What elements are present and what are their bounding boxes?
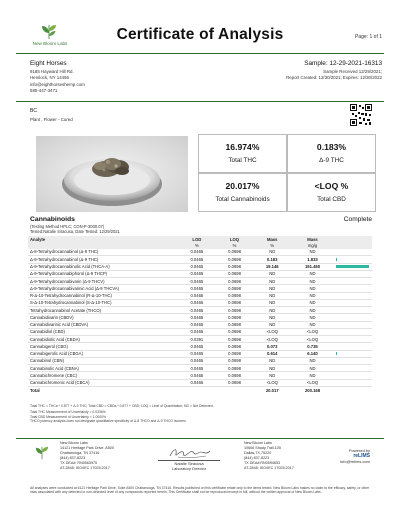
page-title: Certificate of Analysis — [116, 26, 284, 43]
row-loq: 0.0698 — [216, 307, 254, 314]
lab-address-block — [60, 441, 114, 472]
total-cannabinoids-value: 20.017% — [225, 181, 260, 191]
table-row — [28, 379, 372, 386]
footer-leaf-logo-icon — [34, 446, 50, 460]
row-analyte: Cannabigerol (CBG) — [28, 343, 178, 350]
row-loq: 0.0698 — [216, 350, 254, 357]
row-bar-cell — [334, 292, 372, 299]
report-dates: Report Created: 12/30/2021; Expires: 12/30/2022 — [286, 75, 382, 81]
row-lod: 0.0465 — [178, 270, 216, 277]
row-mass-mg: 0.735 — [291, 343, 334, 350]
row-lod: 0.0465 — [178, 357, 216, 364]
table-row — [28, 292, 372, 299]
lab2-address1: 10606 Shady Trail,105 — [244, 446, 281, 451]
row-lod: 0.0465 — [178, 285, 216, 292]
row-bar-cell — [334, 379, 372, 386]
row-analyte: Δ-9-Tetrahydrocannabinol (Δ-9 THC) — [28, 256, 178, 263]
row-analyte: Cannabichromene (CBC) — [28, 372, 178, 379]
lab-address2: Chattanooga, TN 37416 — [60, 451, 100, 456]
row-mass-pct: ND — [253, 285, 291, 292]
lab2-license: TX DEA#:RN0594653 — [244, 461, 281, 466]
note-formula: Total THC = THCa * 0.877 + Δ-9 THC; Total CBD = CBDa * 0.877 + CBD; LOQ = Limit of Quantitation; ND = Not Detected. — [30, 404, 214, 408]
row-mass-mg: ND — [291, 285, 334, 292]
row-loq: 0.0698 — [216, 278, 254, 285]
lab2-phone: (844) 837-8223 — [244, 456, 270, 461]
row-bar-cell — [334, 328, 372, 335]
row-lod: 0.0465 — [178, 343, 216, 350]
total-cannabinoids-label: Total Cannabinoids — [215, 196, 270, 203]
row-mass-pct: ND — [253, 292, 291, 299]
row-mass-mg: <LOQ — [291, 379, 334, 386]
unit-mass-mg: mg/g — [291, 242, 334, 248]
row-bar-cell — [334, 307, 372, 314]
row-lod: 0.0465 — [178, 263, 216, 270]
unit-loq: % — [216, 242, 254, 248]
client-address-line2: Hemlock, NY 14466 — [30, 75, 69, 81]
row-bar-cell — [334, 350, 372, 357]
report-header — [0, 0, 400, 52]
row-loq: 0.0698 — [216, 372, 254, 379]
row-mass-pct: ND — [253, 365, 291, 372]
row-analyte: Cannabichromenic Acid (CBCA) — [28, 379, 178, 386]
row-mass-mg: 191.460 — [291, 263, 334, 270]
client-phone: 585-447-3471 — [30, 87, 58, 93]
table-notes — [30, 404, 370, 424]
col-loq: LOQ — [216, 236, 254, 242]
row-bar-cell — [334, 336, 372, 343]
cannabinoid-table — [28, 236, 372, 394]
row-bar-cell — [334, 365, 372, 372]
total-thc-card — [198, 134, 287, 173]
footer-divider — [16, 438, 384, 439]
row-bar-cell — [334, 285, 372, 292]
row-mass-mg: ND — [291, 292, 334, 299]
table-row — [28, 343, 372, 350]
row-mass-pct: 0.614 — [253, 350, 291, 357]
row-bar-cell — [334, 256, 372, 263]
total-label: Total — [30, 387, 40, 393]
total-cbd-label: Total CBD — [317, 196, 346, 203]
director-signature — [168, 446, 212, 460]
relims-logo: reLIMS — [353, 452, 370, 459]
logo-text: New Bloom Labs — [32, 41, 68, 46]
row-loq: 0.0698 — [216, 365, 254, 372]
row-loq: 0.0698 — [216, 379, 254, 386]
table-row — [28, 278, 372, 285]
row-mass-pct: <LOQ — [253, 328, 291, 335]
row-mass-mg: <LOQ — [291, 328, 334, 335]
table-row — [28, 328, 372, 335]
row-mass-mg: 6.140 — [291, 350, 334, 357]
lab-name: New Bloom Labs — [60, 441, 88, 445]
row-analyte: Δ-9-Tetrahydrocannabivarinic Acid (Δ-9 THCVA) — [28, 285, 178, 292]
note-thc-uncertainty: Total THC Measurement of Uncertainty = 0.0336% — [30, 410, 106, 415]
table-row — [28, 263, 372, 270]
total-cannabinoids-card — [198, 173, 287, 212]
table-row — [28, 321, 372, 328]
row-analyte: Cannabidiol (CBD) — [28, 328, 178, 335]
row-loq: 0.0698 — [216, 328, 254, 335]
total-cbd-value: <LOQ % — [314, 181, 349, 191]
total-mass-pct: 20.017 — [265, 387, 279, 393]
row-mass-mg: ND — [291, 270, 334, 277]
row-lod: 0.0465 — [178, 299, 216, 306]
testing-method: (Testing Method HPLC; CON-P-3000.07) — [30, 224, 105, 229]
lab-phone: (844) 837-8223 — [60, 456, 86, 461]
row-lod: 0.0465 — [178, 321, 216, 328]
powered-label: Powered by — [348, 448, 370, 453]
client-name: Eight Horses — [30, 60, 67, 67]
row-analyte: Cannabinol (CBN) — [28, 357, 178, 364]
table-row — [28, 299, 372, 306]
row-bar-cell — [334, 321, 372, 328]
row-lod: 0.0465 — [178, 328, 216, 335]
col-lod: LOD — [178, 236, 216, 242]
row-mass-mg: ND — [291, 372, 334, 379]
row-loq: 0.0698 — [216, 343, 254, 350]
row-loq: 0.0698 — [216, 321, 254, 328]
product-name: BC — [30, 108, 37, 114]
summary-grid — [198, 134, 376, 214]
row-lod: 0.0465 — [178, 249, 216, 256]
row-bar-cell — [334, 263, 372, 270]
row-bar-cell — [334, 357, 372, 364]
leaf-logo-icon — [40, 24, 58, 40]
row-mass-pct: ND — [253, 314, 291, 321]
client-address-line1: 9185 Hayward Hill Rd. — [30, 69, 74, 74]
row-mass-pct: ND — [253, 372, 291, 379]
row-bar-cell — [334, 249, 372, 256]
table-row — [28, 336, 372, 343]
row-loq: 0.0698 — [216, 357, 254, 364]
col-mass-pct: Mass — [253, 236, 291, 242]
table-total-row — [28, 386, 372, 393]
row-lod: 0.0465 — [178, 365, 216, 372]
row-bar — [336, 352, 337, 355]
row-lod: 0.0465 — [178, 379, 216, 386]
row-mass-pct: 0.073 — [253, 343, 291, 350]
tested-by: Tested:Natalie Siracusa, Date Tested: 12/29/2021 — [30, 229, 120, 234]
row-analyte: Cannabinolic Acid (CBNA) — [28, 365, 178, 372]
section-title: Cannabinoids — [30, 216, 75, 223]
table-row — [28, 270, 372, 277]
table-row — [28, 307, 372, 314]
row-mass-pct: <LOQ — [253, 336, 291, 343]
total-cbd-card — [287, 173, 376, 212]
col-mass-mg: Mass — [291, 236, 334, 242]
total-mass-mg: 200.168 — [304, 387, 321, 393]
powered-email[interactable]: info@relims.com — [340, 459, 370, 465]
row-mass-pct: 19.146 — [253, 263, 291, 270]
lab-license: TX DEA#: RN0563975 — [60, 461, 98, 466]
row-lod: 0.0465 — [178, 314, 216, 321]
total-thc-label: Total THC — [228, 157, 257, 164]
row-loq: 0.0698 — [216, 299, 254, 306]
row-bar — [336, 265, 369, 268]
row-mass-mg: ND — [291, 278, 334, 285]
row-loq: 0.0698 — [216, 249, 254, 256]
row-mass-mg: ND — [291, 314, 334, 321]
disclaimer-text: All analyses were conducted at 6121 Heritage Park Drive, Suite A500 Chattanooga, TN 37416. Results published on this certificate relate only to the items tested. New Bloom Labs makes no claim to the efficacy, safety, or other risks associated with any detected or non-detected level of any compounds reported herein. This Certificate shall not be reproduced except in full, without the written approval of New Bloom Labs. — [30, 486, 370, 495]
director-block — [150, 461, 228, 471]
row-analyte: Δ-9-Tetrahydrocannabinolic Acid (THCA-A) — [28, 263, 178, 270]
table-row — [28, 249, 372, 256]
row-loq: 0.0698 — [216, 263, 254, 270]
row-lod: 0.0465 — [178, 292, 216, 299]
lab2-address-block — [244, 441, 294, 472]
row-analyte: Δ-9-Tetrahydrocannabivarin (Δ-9 THCV) — [28, 278, 178, 285]
row-bar-cell — [334, 278, 372, 285]
row-mass-mg: ND — [291, 299, 334, 306]
table-row — [28, 314, 372, 321]
row-mass-pct: 0.183 — [253, 256, 291, 263]
sample-info — [182, 60, 382, 82]
lab-address1: 14121 Heritage Park Drive, A500 — [60, 446, 114, 451]
delta9-thc-card — [287, 134, 376, 173]
lab2-name: New Bloom Labs — [244, 441, 272, 445]
table-row — [28, 365, 372, 372]
client-divider — [16, 101, 384, 102]
table-row — [28, 256, 372, 263]
delta9-thc-value: 0.183% — [316, 142, 347, 152]
row-mass-pct: ND — [253, 321, 291, 328]
unit-lod: % — [178, 242, 216, 248]
client-info — [30, 60, 200, 94]
section-status: Complete — [343, 216, 372, 223]
total-thc-value: 16.974% — [225, 142, 260, 152]
note-thco: THCO potency analysis does not designate quantitative specificity of Δ-8 THCO and Δ-9 THCO isomers — [30, 419, 186, 424]
row-mass-mg: 1.833 — [291, 256, 334, 263]
row-mass-pct: ND — [253, 299, 291, 306]
row-lod: 0.0465 — [178, 372, 216, 379]
row-loq: 0.0698 — [216, 314, 254, 321]
sample-id: Sample: 12-29-2021-16313 — [304, 60, 382, 67]
row-bar-cell — [334, 299, 372, 306]
page-number: Page: 1 of 1 — [355, 34, 382, 40]
table-row — [28, 285, 372, 292]
row-analyte: Cannabidivarin (CBDV) — [28, 314, 178, 321]
row-lod: 0.0465 — [178, 307, 216, 314]
row-mass-pct: <LOQ — [253, 379, 291, 386]
director-title: Laboratory Director — [171, 466, 207, 472]
sample-received: Sample Received 12/29/2021; — [323, 69, 382, 74]
row-bar-cell — [334, 372, 372, 379]
row-mass-mg: ND — [291, 365, 334, 372]
row-bar-cell — [334, 314, 372, 321]
row-analyte: Tetrahydrocannabinol Acetate (THCO) — [28, 307, 178, 314]
lab2-address2: Dallas,TX,75220 — [244, 451, 272, 456]
sample-photo — [36, 136, 188, 212]
row-bar-cell — [334, 343, 372, 350]
row-analyte: Cannabigerolic Acid (CBGA) — [28, 350, 178, 357]
lab2-cert: AT-2848: ISO/IEC 17025:2017 — [244, 466, 294, 471]
row-mass-mg: ND — [291, 307, 334, 314]
row-lod: 0.0465 — [178, 256, 216, 263]
row-analyte: Cannabidiolic Acid (CBDA) — [28, 336, 178, 343]
product-matrix: Plant , Flower - Cured — [30, 117, 73, 122]
row-loq: 0.0698 — [216, 285, 254, 292]
row-mass-pct: ND — [253, 270, 291, 277]
row-mass-pct: ND — [253, 249, 291, 256]
row-mass-mg: ND — [291, 357, 334, 364]
row-mass-pct: ND — [253, 357, 291, 364]
note-cbd-uncertainty: Total CBD Measurement of Uncertainty = 1.0000% — [30, 414, 107, 419]
row-lod: 0.0391 — [178, 336, 216, 343]
row-analyte: Cannabidivarinic Acid (CBDVA) — [28, 321, 178, 328]
table-row — [28, 357, 372, 364]
row-mass-mg: <LOQ — [291, 336, 334, 343]
row-lod: 0.0465 — [178, 278, 216, 285]
total-empty-lod — [178, 386, 216, 393]
row-analyte: R-Δ-10-Tetrahydrocannabinol (R-Δ-10-THC) — [28, 292, 178, 299]
row-bar-cell — [334, 270, 372, 277]
client-email: info@eighthorseshemp.com — [30, 81, 85, 87]
row-analyte: Δ-8-Tetrahydrocannabinol (Δ-8 THC) — [28, 249, 178, 256]
row-lod: 0.0465 — [178, 350, 216, 357]
delta9-thc-label: Δ-9 THC — [319, 157, 344, 164]
row-loq: 0.0698 — [216, 270, 254, 277]
row-loq: 0.0698 — [216, 336, 254, 343]
director-name: Natalie Siracusa — [174, 461, 204, 466]
row-mass-mg: ND — [291, 249, 334, 256]
row-mass-pct: ND — [253, 307, 291, 314]
col-analyte: Analyte — [28, 236, 178, 242]
header-divider — [16, 53, 384, 54]
row-mass-pct: ND — [253, 278, 291, 285]
row-analyte: Δ-9-Tetrahydrocannabiphorol (Δ-9 THCP) — [28, 270, 178, 277]
row-loq: 0.0698 — [216, 292, 254, 299]
row-analyte: S-Δ-10-Tetrahydrocannabinol (S-Δ-10-THC) — [28, 299, 178, 306]
unit-mass-pct: % — [253, 242, 291, 248]
lab-cert: AT-2848: ISO/IEC 17025:2017 — [60, 466, 110, 471]
qr-code-icon[interactable] — [350, 104, 372, 126]
row-mass-mg: ND — [291, 321, 334, 328]
table-row — [28, 350, 372, 357]
row-loq: 0.0698 — [216, 256, 254, 263]
table-row — [28, 372, 372, 379]
total-empty-bar — [334, 386, 372, 393]
powered-by-block — [310, 448, 370, 465]
total-empty-loq — [216, 386, 254, 393]
